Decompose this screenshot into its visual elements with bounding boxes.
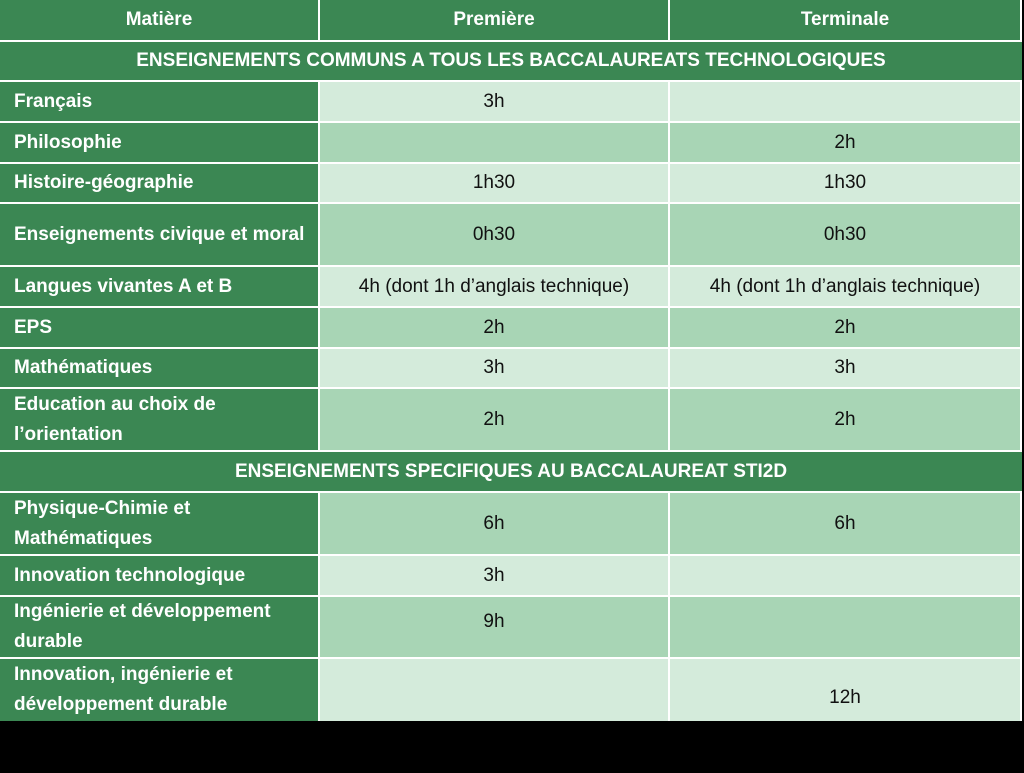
subject-cell: Innovation, ingénierie et développement durable: [0, 659, 320, 721]
header-row: [0, 0, 1022, 42]
premiere-cell: 2h: [320, 389, 670, 450]
subject-cell: Education au choix de l’orientation: [0, 389, 320, 450]
table-row: [0, 82, 1022, 123]
header-matiere: Matière: [0, 0, 320, 40]
subject-cell: Histoire-géographie: [0, 164, 320, 202]
subject-cell: Physique-Chimie et Mathématiques: [0, 493, 320, 554]
table-row: [0, 659, 1022, 721]
terminale-cell: 2h: [670, 308, 1020, 347]
subject-cell: EPS: [0, 308, 320, 347]
section-row: [0, 452, 1022, 493]
subject-cell: Mathématiques: [0, 349, 320, 387]
premiere-cell: 9h: [320, 597, 670, 657]
section-title: ENSEIGNEMENTS COMMUNS A TOUS LES BACCALAUREATS TECHNOLOGIQUES: [0, 42, 1022, 80]
premiere-cell: 1h30: [320, 164, 670, 202]
subject-cell: Langues vivantes A et B: [0, 267, 320, 306]
subject-cell: Philosophie: [0, 123, 320, 162]
terminale-cell: 3h: [670, 349, 1020, 387]
terminale-cell: [670, 82, 1020, 121]
terminale-cell: 2h: [670, 389, 1020, 450]
section-row: [0, 42, 1022, 82]
table-row: [0, 267, 1022, 308]
subject-cell: Innovation technologique: [0, 556, 320, 595]
table-row: [0, 556, 1022, 597]
terminale-cell: 0h30: [670, 204, 1020, 265]
terminale-cell: 4h (dont 1h d’anglais technique): [670, 267, 1020, 306]
table-row: [0, 349, 1022, 389]
terminale-cell: 1h30: [670, 164, 1020, 202]
subject-cell: Enseignements civique et moral: [0, 204, 320, 265]
subject-cell: Français: [0, 82, 320, 121]
premiere-cell: 2h: [320, 308, 670, 347]
table-row: [0, 204, 1022, 267]
premiere-cell: 4h (dont 1h d’anglais technique): [320, 267, 670, 306]
table-row: [0, 308, 1022, 349]
section-title: ENSEIGNEMENTS SPECIFIQUES AU BACCALAUREAT STI2D: [0, 452, 1022, 491]
premiere-cell: 3h: [320, 349, 670, 387]
table-row: [0, 389, 1022, 452]
header-terminale: Terminale: [670, 0, 1020, 40]
premiere-cell: [320, 659, 670, 721]
header-premiere: Première: [320, 0, 670, 40]
table-row: [0, 493, 1022, 556]
terminale-cell: 12h: [670, 659, 1020, 721]
table-row: [0, 123, 1022, 164]
premiere-cell: 3h: [320, 82, 670, 121]
table-row: [0, 164, 1022, 204]
terminale-cell: [670, 597, 1020, 657]
terminale-cell: 6h: [670, 493, 1020, 554]
table-row: [0, 597, 1022, 659]
terminale-cell: [670, 556, 1020, 595]
premiere-cell: 0h30: [320, 204, 670, 265]
premiere-cell: 3h: [320, 556, 670, 595]
terminale-cell: 2h: [670, 123, 1020, 162]
subject-cell: Ingénierie et développement durable: [0, 597, 320, 657]
premiere-cell: [320, 123, 670, 162]
premiere-cell: 6h: [320, 493, 670, 554]
